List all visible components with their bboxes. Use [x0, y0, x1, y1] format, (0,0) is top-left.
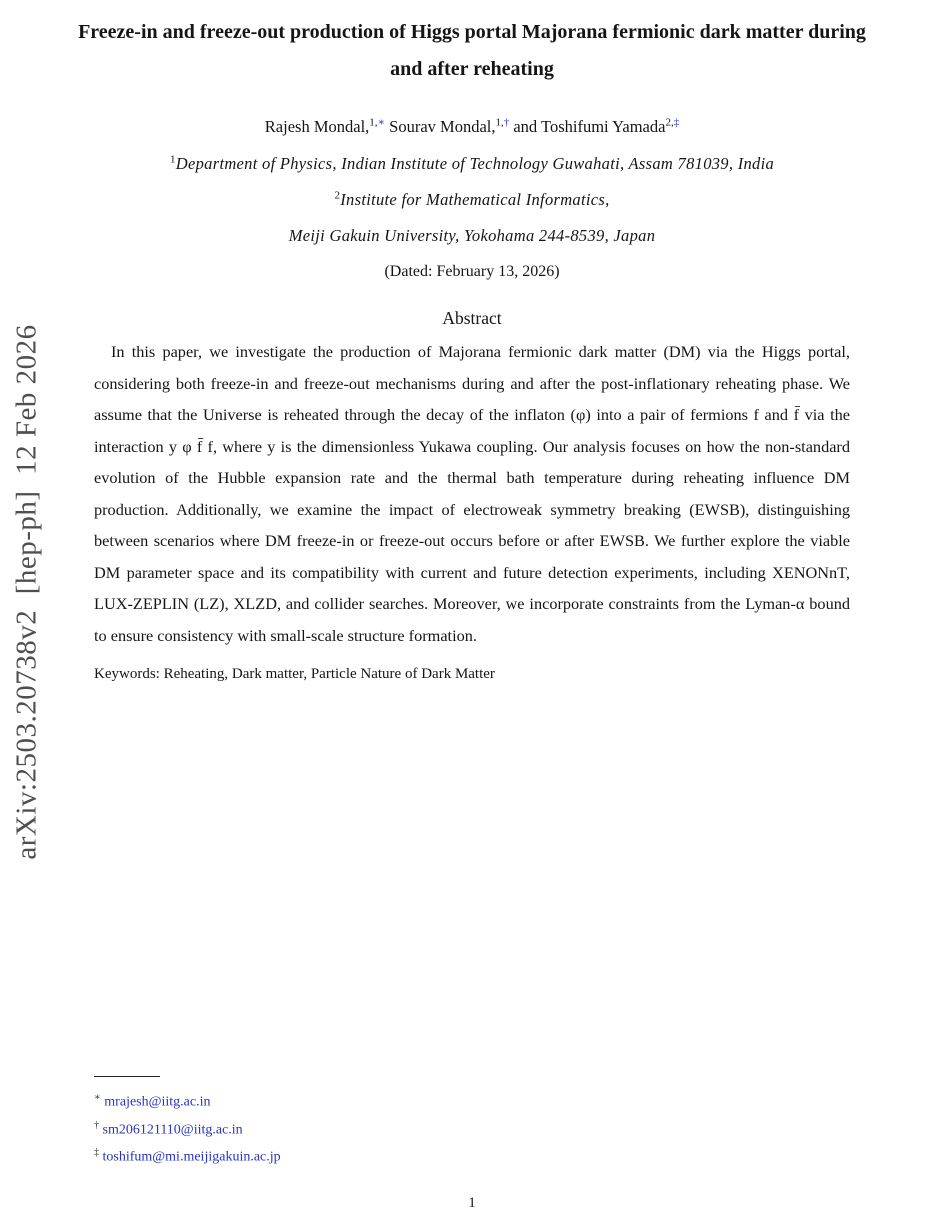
footnote-rule: [94, 1076, 160, 1077]
abstract-text: In this paper, we investigate the production of Majorana fermionic dark matter (DM) via the Higgs portal, considering both freeze-in and freeze-out mechanisms during and after the post-inflationary reheating phase. We assume that the Universe is reheated through the decay of the inflaton (φ) into a pair of fermions f and f̄ via the interaction y φ f̄ f, where y is the dimensionless Yukawa coupling. Our analysis focuses on how the non-standard evolution of the Hubble expansion rate and the thermal bath temperature during reheating influence DM production. Additionally, we examine the impact of electroweak symmetry breaking (EWSB), distinguishing between scenarios where DM freeze-in or freeze-out occurs before or after EWSB. We further explore the viable DM parameter space and its compatibility with current and future detection experiments, including XENONnT, LUX-ZEPLIN (LZ), XLZD, and collider searches. Moreover, we incorporate constraints from the Lyman-α bound to ensure consistency with small-scale structure formation.: [94, 342, 850, 645]
footnote-marker: †: [94, 1119, 99, 1131]
affiliation-2: $^2$Institute for Mathematical Informatics,: [334, 189, 610, 209]
footnote-marker: ‡: [94, 1147, 99, 1159]
author-name: Sourav Mondal,: [389, 117, 496, 136]
footnote-marker[interactable]: ∗: [377, 116, 386, 129]
footnote-area: [94, 1076, 694, 1169]
paper-title: Freeze-in and freeze-out production of Higgs portal Majorana fermionic dark matter during and after reheating: [78, 21, 866, 80]
email-link[interactable]: sm206121110@iitg.ac.in: [102, 1122, 243, 1138]
email-link[interactable]: toshifum@mi.meijigakuin.ac.jp: [102, 1149, 281, 1165]
paper-page: [0, 14, 944, 1214]
author-affil-ref: 1,†: [495, 116, 510, 129]
author-line: [0, 117, 944, 137]
footnote-item: [94, 1114, 694, 1142]
affiliation-block: [0, 146, 944, 290]
dated-line: (Dated: February 13, 2026): [384, 263, 560, 280]
author-name: Toshifumi Yamada: [541, 117, 666, 136]
footnote-item: [94, 1141, 694, 1169]
author-affil-ref: 1,∗: [369, 116, 386, 129]
affiliation-2-line2: Meiji Gakuin University, Yokohama 244-8539, Japan: [288, 226, 656, 245]
author-name: Rajesh Mondal,: [264, 117, 370, 136]
footnote-marker: ∗: [94, 1092, 101, 1103]
footnote-marker[interactable]: ‡: [673, 116, 680, 129]
affiliation-1: $^1$Department of Physics, Indian Institute of Technology Guwahati, Assam 781039, India: [169, 153, 775, 173]
footnote-item: [94, 1086, 694, 1114]
author-affil-ref: 2,‡: [665, 116, 680, 129]
email-link[interactable]: mrajesh@iitg.ac.in: [104, 1094, 211, 1110]
page-number: 1: [468, 1195, 476, 1211]
footnote-marker[interactable]: †: [503, 116, 510, 129]
author-separator: and: [513, 117, 542, 136]
keywords-line: Keywords: Reheating, Dark matter, Particle Nature of Dark Matter: [94, 666, 495, 682]
arxiv-identifier-stamp: arXiv:2503.20738v2 [hep-ph] 12 Feb 2026: [10, 324, 43, 860]
abstract-heading: Abstract: [442, 308, 502, 328]
